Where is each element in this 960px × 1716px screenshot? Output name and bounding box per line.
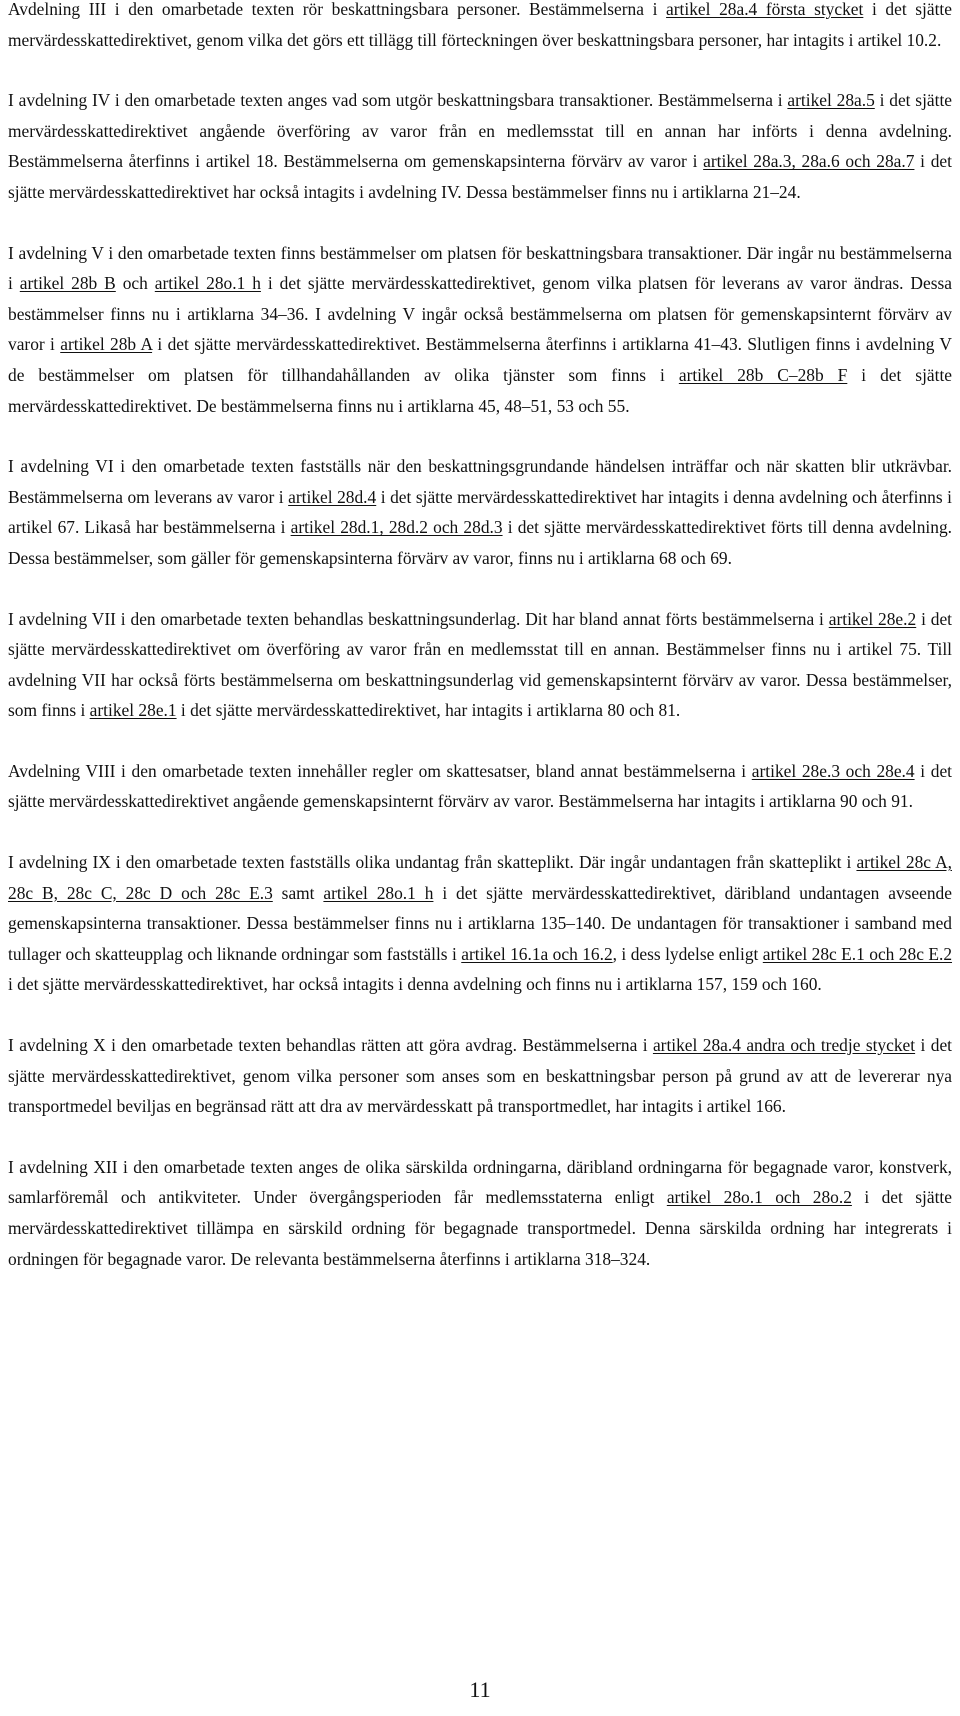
paragraph-text: I avdelning VII i den omarbetade texten behandlas beskattningsunderlag. Dit har bland annat förts bestämmelserna i [8,608,829,629]
article-reference-link[interactable]: artikel 28c E.1 och 28c E.2 [762,943,953,964]
article-reference-link[interactable]: artikel 28o.1 och 28o.2 [666,1187,852,1208]
paragraph [8,604,952,726]
article-reference-link[interactable]: artikel 28d.4 [288,486,377,507]
paragraph-text: i det sjätte mervärdesskattedirektivet, däribland undantagen avseende gemenskapsinterna transaktioner. Dessa bestämmelser finns nu i artiklarna 135–140. De undantagen för transaktioner i samband med tullager och skatteupplag och liknande ordningar som fastställs i [8,882,952,964]
article-reference-link[interactable]: artikel 28o.1 h [323,882,434,903]
paragraph [8,847,952,1000]
paragraph-text: i det sjätte mervärdesskattedirektivet angående gemenskapsinternt förvärv av varor. Bestämmelserna har intagits i artiklarna 90 och 91. [8,760,952,812]
paragraph-text: i det sjätte mervärdesskattedirektivet tillämpa en särskild ordning för begagnade transportmedel. Denna särskilda ordning har integrerats i ordningen för begagnade varor. De relevanta bestämmelserna återfinns i artiklarna 318–324. [8,1187,952,1269]
document-body [8,0,952,1304]
paragraph-text: Avdelning III i den omarbetade texten rör beskattningsbara personer. Bestämmelserna i [8,0,667,19]
article-reference-link[interactable]: artikel 28e.2 [828,608,917,629]
paragraph [8,238,952,422]
article-reference-link[interactable]: artikel 28e.3 och 28e.4 [751,760,915,781]
article-reference-link[interactable]: artikel 28b C–28b F [678,364,848,385]
paragraph-text: i det sjätte mervärdesskattedirektivet, har intagits i artiklarna 80 och 81. [176,700,681,721]
article-reference-link[interactable]: artikel 28e.1 [89,700,177,721]
paragraph-text: i det sjätte mervärdesskattedirektivet har intagits i denna avdelning och återfinns i artikel 67. Likaså har bestämmelserna i [8,486,952,538]
paragraph [8,1030,952,1122]
paragraph-text: i det sjätte mervärdesskattedirektivet. De bestämmelserna finns nu i artiklarna 45, 48–51, 53 och 55. [8,364,952,416]
paragraph-text: i det sjätte mervärdesskattedirektivet förts till denna avdelning. Dessa bestämmelser, som gäller för gemenskapsinterna förvärv av varor, finns nu i artiklarna 68 och 69. [8,517,952,568]
paragraph-text: och [115,273,155,294]
article-reference-link[interactable]: artikel 28a.3, 28a.6 och 28a.7 [703,151,915,172]
article-reference-link[interactable]: artikel 28d.1, 28d.2 och 28d.3 [290,517,503,538]
paragraph-text: i det sjätte mervärdesskattedirektivet, genom vilka platsen för leverans av varor ändras. Dessa bestämmelser finns nu i artiklarna 34–36. I avdelning V ingår också bestämmelserna om platsen för gemenskapsinternt förvärv av varor i [8,273,952,355]
paragraph [8,0,952,55]
paragraph [8,756,952,817]
paragraph-text: I avdelning IX i den omarbetade texten fastställs olika undantag från skatteplikt. Där ingår undantagen från skatteplikt i [8,852,857,873]
paragraph-text: Avdelning VIII i den omarbetade texten innehåller regler om skattesatser, bland annat bestämmelserna i [8,760,752,781]
article-reference-link[interactable]: artikel 16.1a och 16.2 [461,943,613,964]
page-number: 11 [469,1677,491,1702]
paragraph-text: i det sjätte mervärdesskattedirektivet, genom vilka det görs ett tillägg till förteckningen över beskattningsbara personer, har intagits i artikel 10.2. [8,0,952,50]
article-reference-link[interactable]: artikel 28a.4 första stycket [666,0,864,19]
paragraph-text: i det sjätte mervärdesskattedirektivet, genom vilka personer som anses som en beskattningsbar person på grund av att de levererar nya transportmedel beviljas en begränsad rätt att dra av mervärdesskatt på transportmedlet, har intagits i artikel 166. [8,1035,952,1117]
paragraph-text: I avdelning VI i den omarbetade texten fastställs när den beskattningsgrundande händelsen inträffar och när skatten blir utkrävbar. Bestämmelserna om leverans av varor i [8,456,952,507]
paragraph-text: i det sjätte mervärdesskattedirektivet har också intagits i avdelning IV. Dessa bestämmelser finns nu i artiklarna 21–24. [8,151,952,202]
paragraph [8,451,952,573]
article-reference-link[interactable]: artikel 28a.4 andra och tredje stycket [652,1035,916,1056]
paragraph [8,85,952,207]
paragraph-text: samt [272,882,324,903]
paragraph-text: i det sjätte mervärdesskattedirektivet, har också intagits i denna avdelning och finns nu i artiklarna 157, 159 och 160. [8,974,822,995]
paragraph-text: i det sjätte mervärdesskattedirektivet om överföring av varor från en medlemsstat till en annan. Bestämmelser finns nu i artikel 75. Till avdelning VII har också förts bestämmelserna om beskattningsunderlag vid gemenskapsinternt förvärv av varor. Dessa bestämmelser, som finns i [8,608,953,721]
paragraph-text: i det sjätte mervärdesskattedirektivet angående överföring av varor från en medlemsstat till en annan har införts i denna avdelning. Bestämmelserna återfinns i artikel 18. Bestämmelserna om gemenskapsinterna förvärv av varor i [8,90,953,172]
paragraph-text: I avdelning IV i den omarbetade texten anges vad som utgör beskattningsbara transaktioner. Bestämmelserna i [8,90,788,111]
article-reference-link[interactable]: artikel 28o.1 h [154,273,261,294]
paragraph-text: , i dess lydelse enligt [612,943,763,964]
article-reference-link[interactable]: artikel 28b A [60,334,153,355]
paragraph-text: i det sjätte mervärdesskattedirektivet. Bestämmelserna återfinns i artiklarna 41–43. Slutligen finns i avdelning V de bestämmelser om platsen för tillhandahållanden av olika tjänster som finns i [8,334,952,385]
article-reference-link[interactable]: artikel 28b B [19,273,116,294]
paragraph-text: I avdelning X i den omarbetade texten behandlas rätten att göra avdrag. Bestämmelserna i [8,1035,653,1056]
article-reference-link[interactable]: artikel 28a.5 [787,90,875,111]
paragraph [8,1152,952,1274]
paragraph-text: I avdelning XII i den omarbetade texten anges de olika särskilda ordningarna, däribland ordningarna för begagnade varor, konstverk, samlarföremål och antikviteter. Under övergångsperioden får medlemsstaterna enligt [8,1156,952,1208]
article-reference-link[interactable]: artikel 28c A, 28c B, 28c C, 28c D och 28c E.3 [8,852,952,903]
paragraph-text: I avdelning V i den omarbetade texten finns bestämmelser om platsen för beskattningsbara transaktioner. Där ingår nu bestämmelserna i [8,242,952,294]
